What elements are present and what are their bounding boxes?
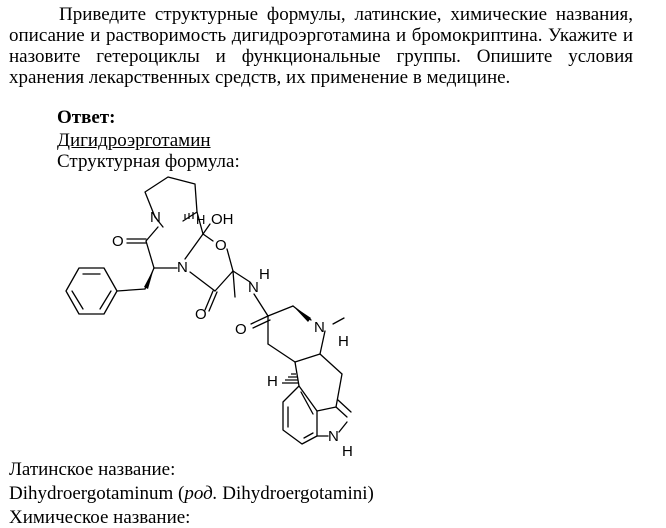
atom-oh: OH	[211, 211, 234, 228]
drug-name-heading: Дигидроэрготамин	[57, 130, 211, 151]
latin-name	[9, 483, 374, 504]
latin-name-genitive-abbr: род.	[184, 483, 218, 504]
wedge-bond	[144, 268, 154, 289]
atom-h-indole: H	[342, 443, 353, 460]
atom-n-methyl: N	[314, 319, 325, 336]
atom-h-ring-junction: H	[196, 212, 206, 227]
bonds	[66, 177, 351, 444]
atom-h-c-ring: H	[267, 373, 278, 390]
latin-name-genitive: Dihydroergotamini)	[217, 483, 374, 504]
latin-name-label: Латинское название:	[9, 459, 176, 480]
latin-name-main: Dihydroergotaminum (	[9, 483, 185, 504]
wedge-bond	[293, 306, 311, 322]
atom-n-indole: N	[328, 428, 339, 445]
task-paragraph: Приведите структурные формулы, латинские, химические названия, описание и растворимость дигидроэрготамина и бромокриптина. Укажите и назовите гетероциклы и функциональные группы. Опишите условия хранения лекарственных средств, их применение в медицине.	[9, 4, 633, 88]
answer-heading: Ответ:	[57, 107, 116, 128]
atom-o-ring-carbonyl: O	[195, 306, 207, 323]
atom-n-pyrrolidine: N	[150, 209, 161, 226]
structural-formula-svg	[55, 164, 385, 462]
atom-h-amide: H	[259, 266, 270, 283]
atom-n-amide-ring: N	[177, 259, 188, 276]
atom-h-d-ring: H	[338, 333, 349, 350]
atom-o-carboxamide: O	[235, 321, 247, 338]
atom-o-oxazolidine: O	[215, 237, 227, 254]
structure-label: Структурная формула:	[57, 151, 240, 172]
atom-n-amide: N	[248, 279, 259, 296]
chemical-name-label: Химическое название:	[9, 507, 191, 528]
structural-formula-figure	[55, 164, 385, 462]
atom-o-lactam: O	[112, 233, 124, 250]
hashed-bond	[185, 212, 299, 383]
